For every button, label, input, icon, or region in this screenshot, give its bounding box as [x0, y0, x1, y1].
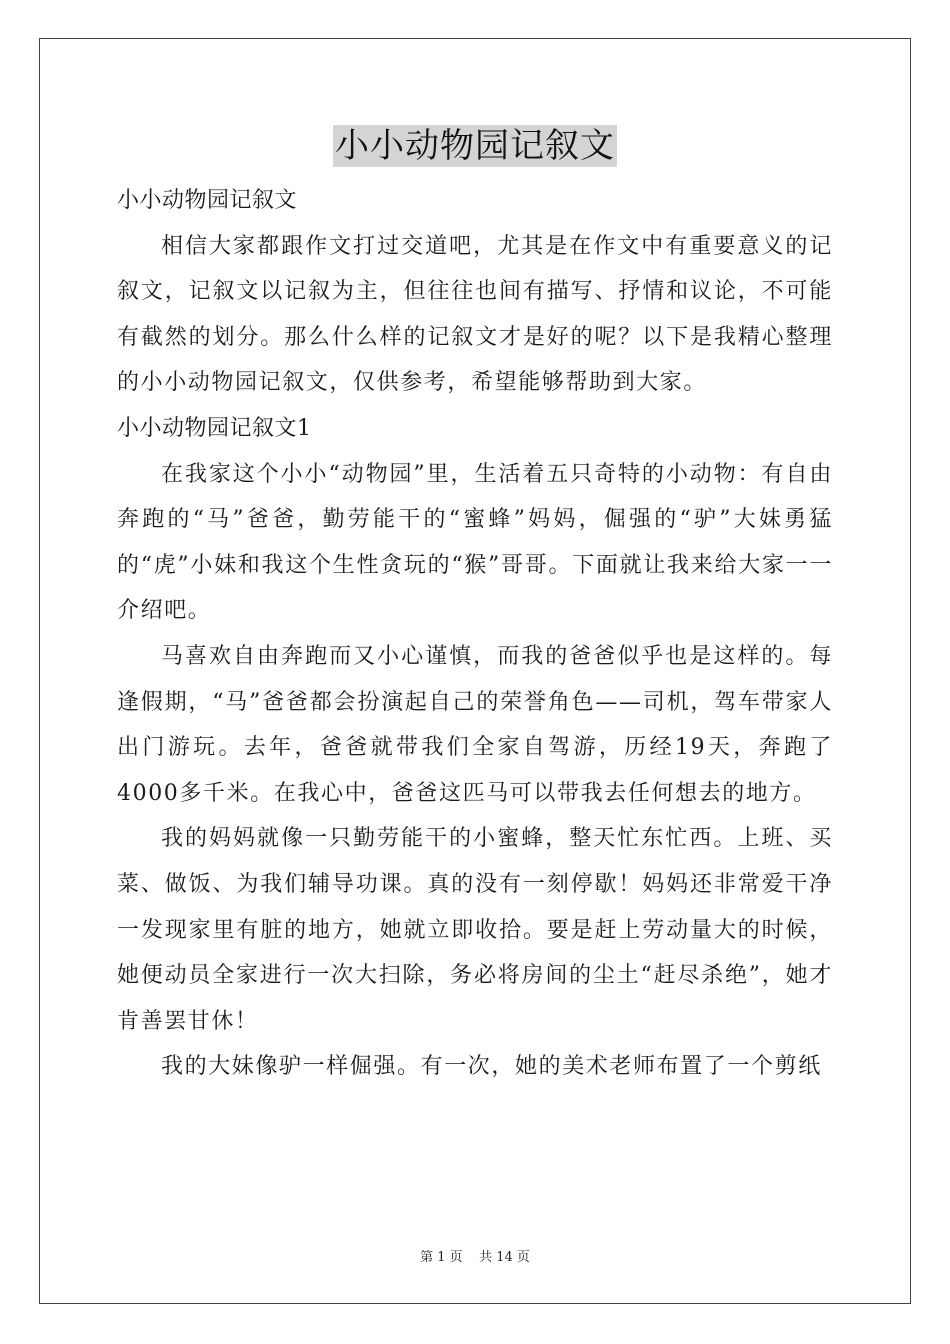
body-paragraph: 马喜欢自由奔跑而又小心谨慎，而我的爸爸似乎也是这样的。每逢假期，“马”爸爸都会扮演起自己的荣誉角色——司机，驾车带家人出门游玩。去年，爸爸就带我们全家自驾游，历经19天，奔跑了4000多千米。在我心中，爸爸这匹马可以带我去任何想去的地方。 — [117, 643, 833, 806]
body-paragraph: 在我家这个小小“动物园”里，生活着五只奇特的小动物：有自由奔跑的“马”爸爸，勤劳能干的“蜜蜂”妈妈，倔强的“驴”大妹勇猛的“虎”小妹和我这个生性贪玩的“猴”哥哥。下面就让我来给大家一一介绍吧。 — [117, 461, 833, 624]
intro-paragraph: 相信大家都跟作文打过交道吧，尤其是在作文中有重要意义的记叙文，记叙文以记叙为主，但往往也间有描写、抒情和议论，不可能有截然的划分。那么什么样的记叙文才是好的呢？以下是我精心整理的小小动物园记叙文，仅供参考，希望能够帮助到大家。 — [117, 233, 833, 396]
section-heading: 小小动物园记叙文1 — [117, 415, 312, 441]
subtitle-heading: 小小动物园记叙文 — [117, 188, 298, 213]
document-title: 小小动物园记叙文 — [335, 126, 615, 166]
page-number: 第 1 页 共 14 页 — [420, 1250, 530, 1265]
document-body — [117, 178, 833, 1090]
title-container — [0, 125, 950, 167]
body-paragraph: 我的妈妈就像一只勤劳能干的小蜜蜂，整天忙东忙西。上班、买菜、做饭、为我们辅导功课。真的没有一刻停歇！妈妈还非常爱干净一发现家里有脏的地方，她就立即收拾。要是赶上劳动量大的时候，她便动员全家进行一次大扫除，务必将房间的尘土“赶尽杀绝”，她才肯善罢甘休！ — [117, 826, 833, 1034]
body-paragraph: 我的大妹像驴一样倔强。有一次，她的美术老师布置了一个剪纸 — [161, 1054, 822, 1080]
